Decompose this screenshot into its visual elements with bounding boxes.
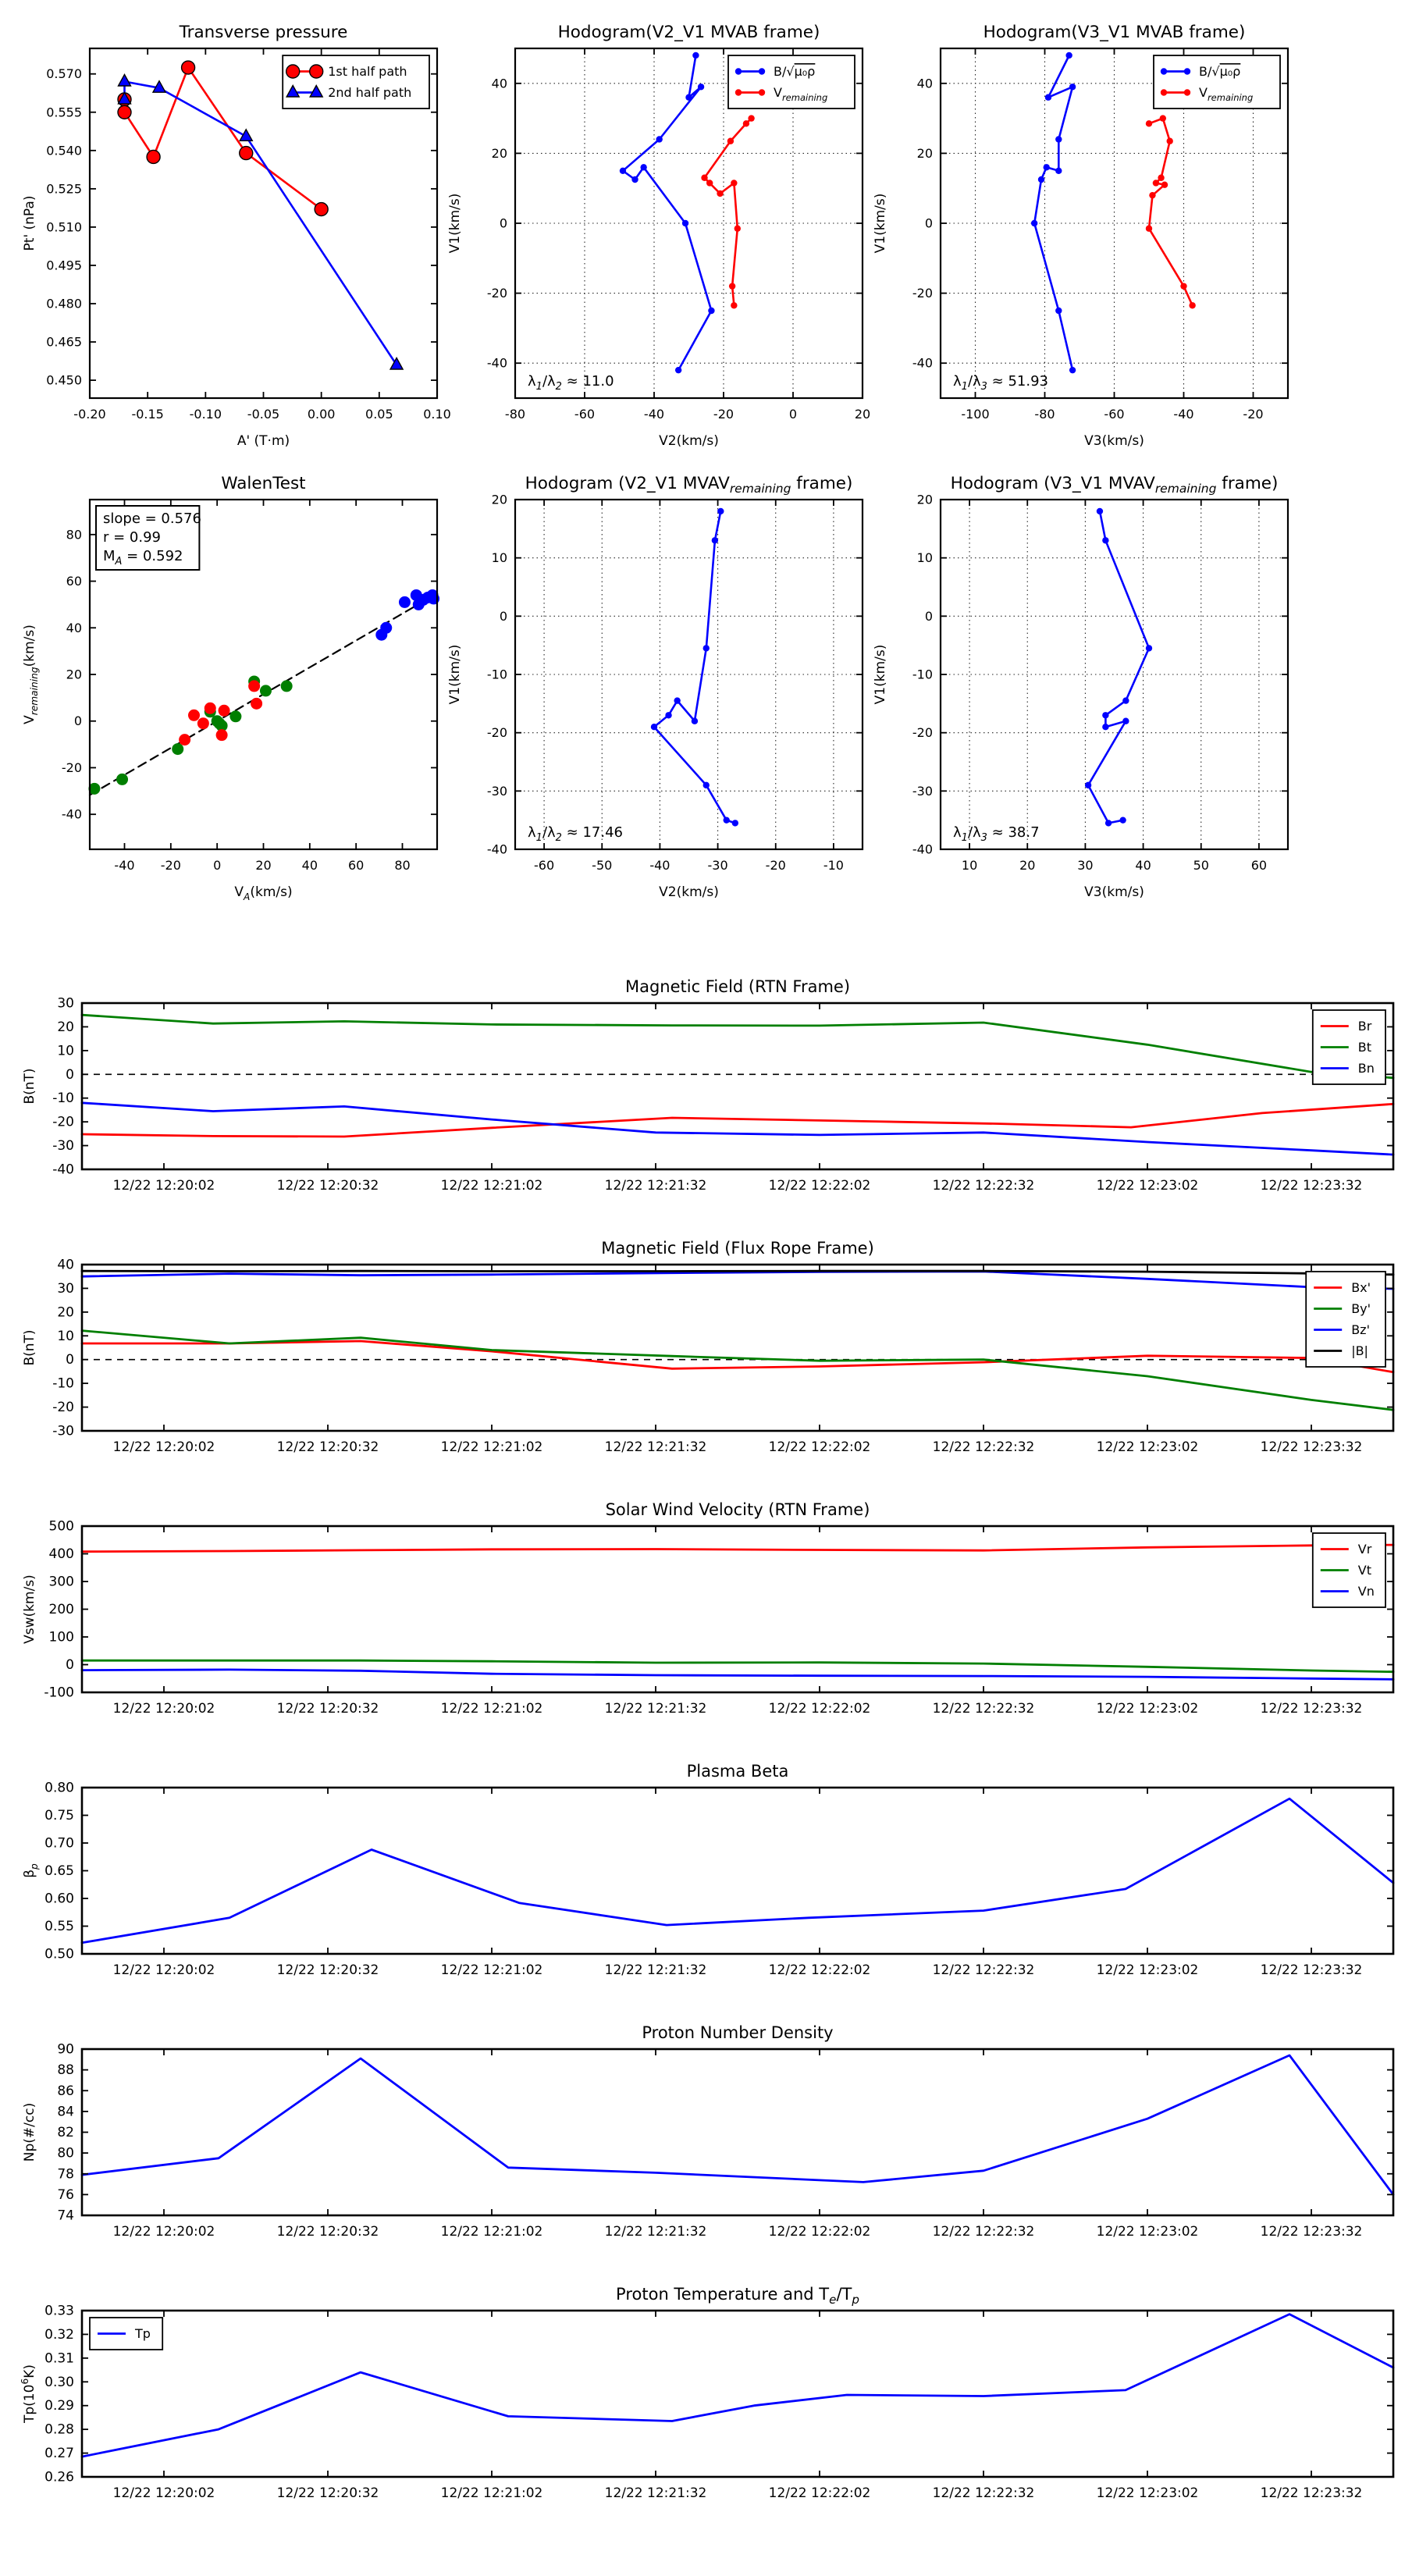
legend xyxy=(1154,55,1280,109)
plot-title: Proton Number Density xyxy=(642,2023,834,2042)
x-tick-label: 12/22 12:21:02 xyxy=(440,1178,543,1194)
y-axis-label: $\beta_p$ xyxy=(22,1863,40,1878)
legend-label: Br xyxy=(1357,1019,1372,1034)
x-tick-label: 0 xyxy=(213,858,222,873)
y-tick-label: 0.50 xyxy=(44,1946,74,1962)
annotation-line: $\lambda_1/\lambda_3 \approx 51.93$ xyxy=(953,373,1048,393)
y-tick-label: 0.29 xyxy=(44,2398,74,2414)
y-tick-label: 0 xyxy=(66,1352,74,1368)
y-tick-label: 40 xyxy=(57,1257,74,1273)
y-tick-label: 80 xyxy=(66,527,82,543)
plot-title: Solar Wind Velocity (RTN Frame) xyxy=(605,1500,870,1519)
y-axis-label: $V_{remaining}(km/s)$ xyxy=(22,624,40,724)
x-tick-label: 12/22 12:20:32 xyxy=(276,2485,379,2501)
x-tick-label: 12/22 12:20:32 xyxy=(276,1178,379,1194)
x-tick-label: 12/22 12:20:02 xyxy=(112,2224,215,2240)
legend-label: Bz' xyxy=(1351,1322,1370,1337)
x-tick-label: 20 xyxy=(255,858,272,873)
x-tick-label: 0.05 xyxy=(365,407,393,422)
x-tick-label: 12/22 12:23:32 xyxy=(1260,2485,1363,2501)
y-tick-label: 200 xyxy=(48,1602,74,1617)
y-tick-label: 0.540 xyxy=(46,143,82,158)
plot-title: Hodogram(V2_V1 MVAB frame) xyxy=(557,23,820,42)
x-tick-label: -60 xyxy=(1104,407,1125,422)
y-axis-label: $Tp(10^6K)$ xyxy=(20,2364,37,2423)
x-tick-label: 40 xyxy=(301,858,318,873)
x-tick-label: 12/22 12:23:32 xyxy=(1260,1439,1363,1455)
y-tick-label: 0 xyxy=(73,713,82,729)
x-tick-label: -0.15 xyxy=(131,407,164,422)
y-tick-label: 82 xyxy=(57,2125,74,2140)
legend-label: Vt xyxy=(1357,1563,1372,1578)
x-tick-label: 12/22 12:22:32 xyxy=(932,1962,1035,1978)
x-tick-label: 12/22 12:21:32 xyxy=(604,1439,707,1455)
legend-label: Bn xyxy=(1357,1061,1375,1076)
y-tick-label: -40 xyxy=(52,1162,74,1178)
x-tick-label: 12/22 12:20:32 xyxy=(276,1439,379,1455)
x-tick-label: 12/22 12:22:02 xyxy=(768,2224,871,2240)
y-tick-label: -10 xyxy=(52,1375,74,1392)
y-tick-label: 74 xyxy=(57,2208,74,2224)
x-tick-label: -30 xyxy=(707,858,728,873)
y-tick-label: 10 xyxy=(916,550,933,566)
y-tick-label: 0.28 xyxy=(44,2421,74,2438)
plot-title: Plasma Beta xyxy=(686,1762,789,1781)
y-tick-label: 0.465 xyxy=(46,334,82,350)
x-tick-label: 12/22 12:22:32 xyxy=(932,2485,1035,2501)
y-axis-label: V1(km/s) xyxy=(873,644,888,705)
plot-title: Magnetic Field (RTN Frame) xyxy=(624,977,851,996)
y-tick-label: 0.495 xyxy=(46,258,82,273)
x-tick-label: 12/22 12:21:02 xyxy=(440,2224,543,2240)
legend xyxy=(1306,1272,1385,1367)
x-tick-label: 40 xyxy=(1135,858,1151,873)
x-tick-label: 12/22 12:23:32 xyxy=(1260,1701,1363,1717)
x-tick-label: 12/22 12:22:02 xyxy=(768,1701,871,1717)
y-tick-label: -20 xyxy=(912,286,933,301)
x-tick-label: 12/22 12:23:02 xyxy=(1096,2224,1199,2240)
plot-title: WalenTest xyxy=(221,474,306,493)
y-tick-label: -40 xyxy=(912,355,933,371)
x-tick-label: 12/22 12:20:02 xyxy=(112,1439,215,1455)
annotation-line: $\lambda_1/\lambda_3 \approx 38.7$ xyxy=(953,824,1040,844)
y-tick-label: 40 xyxy=(491,76,507,91)
x-tick-label: 80 xyxy=(394,858,411,873)
y-tick-label: -20 xyxy=(52,1114,74,1130)
legend xyxy=(1313,1533,1385,1607)
y-tick-label: 20 xyxy=(57,1019,74,1035)
y-tick-label: 400 xyxy=(48,1546,74,1562)
x-tick-label: 12/22 12:22:02 xyxy=(768,2485,871,2501)
x-tick-label: 12/22 12:21:02 xyxy=(440,1962,543,1978)
y-tick-label: -20 xyxy=(486,725,507,741)
y-tick-label: 0.27 xyxy=(44,2446,74,2462)
y-tick-label: 90 xyxy=(57,2041,74,2058)
legend-label: B/√μ₀ρ xyxy=(774,64,816,79)
y-tick-label: 60 xyxy=(66,574,82,589)
annotation-line: $\lambda_1/\lambda_2 \approx 17.46$ xyxy=(528,824,623,844)
x-tick-label: 60 xyxy=(347,858,365,873)
legend-label: 2nd half path xyxy=(328,85,412,100)
x-axis-label: V3(km/s) xyxy=(1084,884,1144,900)
y-tick-label: 0.450 xyxy=(46,372,82,388)
y-tick-label: -100 xyxy=(44,1685,74,1701)
x-tick-label: 12/22 12:22:32 xyxy=(932,2224,1035,2240)
x-tick-label: -60 xyxy=(534,858,555,873)
annotation-line: $\lambda_1/\lambda_2 \approx 11.0$ xyxy=(528,373,614,393)
x-tick-label: 0.10 xyxy=(423,407,451,422)
x-tick-label: -0.10 xyxy=(189,407,222,422)
legend xyxy=(90,2318,162,2350)
x-tick-label: 20 xyxy=(1019,858,1036,873)
legend-label: |B| xyxy=(1351,1343,1368,1358)
y-axis-label: B(nT) xyxy=(22,1329,37,1366)
y-tick-label: -40 xyxy=(486,355,507,371)
y-tick-label: -10 xyxy=(52,1091,74,1107)
x-tick-label: 12/22 12:23:02 xyxy=(1096,1962,1199,1978)
y-tick-label: 10 xyxy=(57,1043,74,1059)
y-tick-label: 30 xyxy=(57,1280,74,1297)
y-tick-label: 40 xyxy=(66,620,82,635)
x-tick-label: 12/22 12:20:32 xyxy=(276,1701,379,1717)
y-tick-label: 76 xyxy=(57,2186,74,2203)
annotation xyxy=(96,506,201,570)
y-tick-label: 78 xyxy=(57,2166,74,2183)
x-tick-label: 0 xyxy=(788,407,798,422)
y-tick-label: 30 xyxy=(57,995,74,1012)
y-tick-label: 100 xyxy=(48,1629,74,1646)
x-tick-label: 12/22 12:21:32 xyxy=(604,1178,707,1194)
y-tick-label: 0.33 xyxy=(44,2303,74,2319)
y-axis-label: V1(km/s) xyxy=(873,193,888,254)
y-axis-label: V1(km/s) xyxy=(447,193,463,254)
x-tick-label: 12/22 12:20:32 xyxy=(276,2224,379,2240)
y-tick-label: -10 xyxy=(486,667,507,682)
y-tick-label: 0 xyxy=(924,215,933,231)
x-tick-label: -50 xyxy=(592,858,613,873)
y-tick-label: -20 xyxy=(52,1400,74,1416)
y-tick-label: 0 xyxy=(66,1066,74,1083)
y-tick-label: -40 xyxy=(486,841,507,857)
x-tick-label: -40 xyxy=(643,407,665,422)
legend-label: $V_{remaining}$ xyxy=(1199,85,1254,103)
x-tick-label: 12/22 12:21:02 xyxy=(440,1701,543,1717)
y-tick-label: 0.65 xyxy=(44,1863,74,1879)
y-tick-label: 0 xyxy=(924,608,933,624)
x-tick-label: -0.05 xyxy=(247,407,280,422)
x-tick-label: -40 xyxy=(114,858,135,873)
legend-label: Vr xyxy=(1357,1542,1372,1557)
x-tick-label: 12/22 12:20:02 xyxy=(112,1962,215,1978)
x-axis-label: V2(km/s) xyxy=(659,884,719,900)
y-tick-label: -30 xyxy=(486,783,507,799)
y-tick-label: 20 xyxy=(916,492,933,507)
x-axis-label: A' (T·m) xyxy=(237,433,290,449)
y-tick-label: 300 xyxy=(48,1574,74,1590)
y-tick-label: 0.555 xyxy=(46,105,82,120)
x-tick-label: -40 xyxy=(649,858,670,873)
legend-label: Bt xyxy=(1357,1040,1372,1055)
y-tick-label: 0.525 xyxy=(46,181,82,197)
y-tick-label: -20 xyxy=(912,725,933,741)
x-tick-label: -20 xyxy=(713,407,735,422)
y-tick-label: -20 xyxy=(486,286,507,301)
y-axis-label: Vsw(km/s) xyxy=(22,1574,37,1644)
legend-label: B/√μ₀ρ xyxy=(1199,64,1241,79)
x-tick-label: 12/22 12:21:32 xyxy=(604,1701,707,1717)
x-tick-label: -80 xyxy=(504,407,526,422)
annotation-line: slope = 0.576 xyxy=(103,511,201,527)
y-tick-label: 0.32 xyxy=(44,2326,74,2343)
x-tick-label: 12/22 12:21:32 xyxy=(604,2485,707,2501)
x-tick-label: -100 xyxy=(961,407,990,422)
legend xyxy=(1313,1010,1385,1084)
y-tick-label: 0.75 xyxy=(44,1808,74,1823)
y-tick-label: 0.570 xyxy=(46,66,82,82)
x-axis-label: $V_A(km/s)$ xyxy=(234,884,293,902)
x-tick-label: 10 xyxy=(961,858,978,873)
y-tick-label: 0.31 xyxy=(44,2350,74,2367)
x-tick-label: 12/22 12:21:02 xyxy=(440,2485,543,2501)
x-tick-label: -60 xyxy=(574,407,596,422)
y-tick-label: 0 xyxy=(499,608,507,624)
x-tick-label: 12/22 12:21:32 xyxy=(604,2224,707,2240)
plot-title: Hodogram (V3_V1 $MVAV_{remaining}$ frame) xyxy=(950,474,1279,496)
plot-title: Hodogram(V3_V1 MVAB frame) xyxy=(983,23,1246,42)
plot-title: Hodogram (V2_V1 $MVAV_{remaining}$ frame) xyxy=(525,474,853,496)
x-tick-label: 12/22 12:20:02 xyxy=(112,1178,215,1194)
x-tick-label: 60 xyxy=(1250,858,1268,873)
legend-label: 1st half path xyxy=(328,64,407,79)
y-tick-label: 20 xyxy=(916,145,933,161)
annotation-line: r = 0.99 xyxy=(103,529,162,546)
y-tick-label: 0.480 xyxy=(46,296,82,311)
x-tick-label: 12/22 12:22:32 xyxy=(932,1701,1035,1717)
x-tick-label: 12/22 12:20:02 xyxy=(112,2485,215,2501)
legend xyxy=(283,55,429,109)
legend-label: Tp xyxy=(135,2326,151,2341)
y-tick-label: -20 xyxy=(61,760,82,775)
y-tick-label: 20 xyxy=(57,1304,74,1321)
x-tick-label: 0.00 xyxy=(307,407,336,422)
x-tick-label: -80 xyxy=(1034,407,1055,422)
x-tick-label: 12/22 12:22:32 xyxy=(932,1439,1035,1455)
y-tick-label: 20 xyxy=(491,492,507,507)
x-tick-label: -10 xyxy=(823,858,844,873)
legend xyxy=(728,55,855,109)
x-tick-label: 30 xyxy=(1077,858,1094,873)
x-tick-label: 12/22 12:22:02 xyxy=(768,1439,871,1455)
plot-title: Magnetic Field (Flux Rope Frame) xyxy=(601,1239,874,1258)
y-axis-label: Pt' (nPa) xyxy=(22,195,37,251)
x-tick-label: 12/22 12:20:02 xyxy=(112,1701,215,1717)
x-tick-label: 12/22 12:20:32 xyxy=(276,1962,379,1978)
legend-label: Bx' xyxy=(1351,1280,1371,1295)
x-tick-label: 12/22 12:23:02 xyxy=(1096,1178,1199,1194)
x-tick-label: 12/22 12:22:32 xyxy=(932,1178,1035,1194)
x-tick-label: -20 xyxy=(765,858,786,873)
x-tick-label: 12/22 12:23:02 xyxy=(1096,1701,1199,1717)
x-tick-label: 50 xyxy=(1193,858,1209,873)
y-tick-label: 84 xyxy=(57,2104,74,2120)
y-tick-label: 88 xyxy=(57,2062,74,2079)
y-tick-label: 20 xyxy=(66,667,82,682)
x-tick-label: 12/22 12:23:32 xyxy=(1260,1178,1363,1194)
x-tick-label: -40 xyxy=(1173,407,1194,422)
y-tick-label: 0.60 xyxy=(44,1891,74,1907)
y-tick-label: -30 xyxy=(52,1423,74,1439)
annotation-line: $M_A = 0.592$ xyxy=(103,548,183,568)
legend-label: Vn xyxy=(1357,1584,1375,1599)
y-tick-label: 0 xyxy=(66,1657,74,1673)
x-tick-label: 12/22 12:23:02 xyxy=(1096,1439,1199,1455)
x-tick-label: -20 xyxy=(1243,407,1264,422)
y-tick-label: 10 xyxy=(491,550,507,566)
x-tick-label: -20 xyxy=(160,858,181,873)
x-tick-label: 12/22 12:22:02 xyxy=(768,1178,871,1194)
x-tick-label: 20 xyxy=(854,407,871,422)
y-tick-label: 10 xyxy=(57,1328,74,1344)
y-tick-label: 0.26 xyxy=(44,2469,74,2485)
y-tick-label: -40 xyxy=(912,841,933,857)
y-tick-label: 0.80 xyxy=(44,1780,74,1796)
y-axis-label: B(nT) xyxy=(22,1068,37,1105)
y-tick-label: 86 xyxy=(57,2083,74,2099)
x-tick-label: 12/22 12:22:02 xyxy=(768,1962,871,1978)
y-tick-label: 0.55 xyxy=(44,1919,74,1934)
legend-label: By' xyxy=(1351,1301,1371,1316)
x-axis-label: V3(km/s) xyxy=(1084,433,1144,449)
y-tick-label: 80 xyxy=(57,2145,74,2161)
y-tick-label: -30 xyxy=(912,783,933,799)
legend-label: $V_{remaining}$ xyxy=(774,85,828,103)
x-tick-label: 12/22 12:23:02 xyxy=(1096,2485,1199,2501)
x-axis-label: V2(km/s) xyxy=(659,433,719,449)
y-axis-label: V1(km/s) xyxy=(447,644,463,705)
y-tick-label: 0.70 xyxy=(44,1835,74,1852)
plot-title: Proton Temperature and $T_e/T_p$ xyxy=(616,2285,859,2307)
y-tick-label: 0 xyxy=(499,215,507,231)
y-tick-label: 500 xyxy=(48,1518,74,1535)
x-tick-label: 12/22 12:21:32 xyxy=(604,1962,707,1978)
y-tick-label: -30 xyxy=(52,1138,74,1155)
x-tick-label: -0.20 xyxy=(73,407,106,422)
y-tick-label: 0.510 xyxy=(46,219,82,235)
y-tick-label: 0.30 xyxy=(44,2374,74,2390)
y-tick-label: 40 xyxy=(916,76,933,91)
y-axis-label: Np(#/cc) xyxy=(22,2102,37,2162)
x-tick-label: 12/22 12:21:02 xyxy=(440,1439,543,1455)
x-tick-label: 12/22 12:23:32 xyxy=(1260,1962,1363,1978)
y-tick-label: -10 xyxy=(912,667,933,682)
y-tick-label: 20 xyxy=(491,145,507,161)
plot-title: Transverse pressure xyxy=(179,23,348,42)
y-tick-label: -40 xyxy=(61,806,82,822)
x-tick-label: 12/22 12:23:32 xyxy=(1260,2224,1363,2240)
